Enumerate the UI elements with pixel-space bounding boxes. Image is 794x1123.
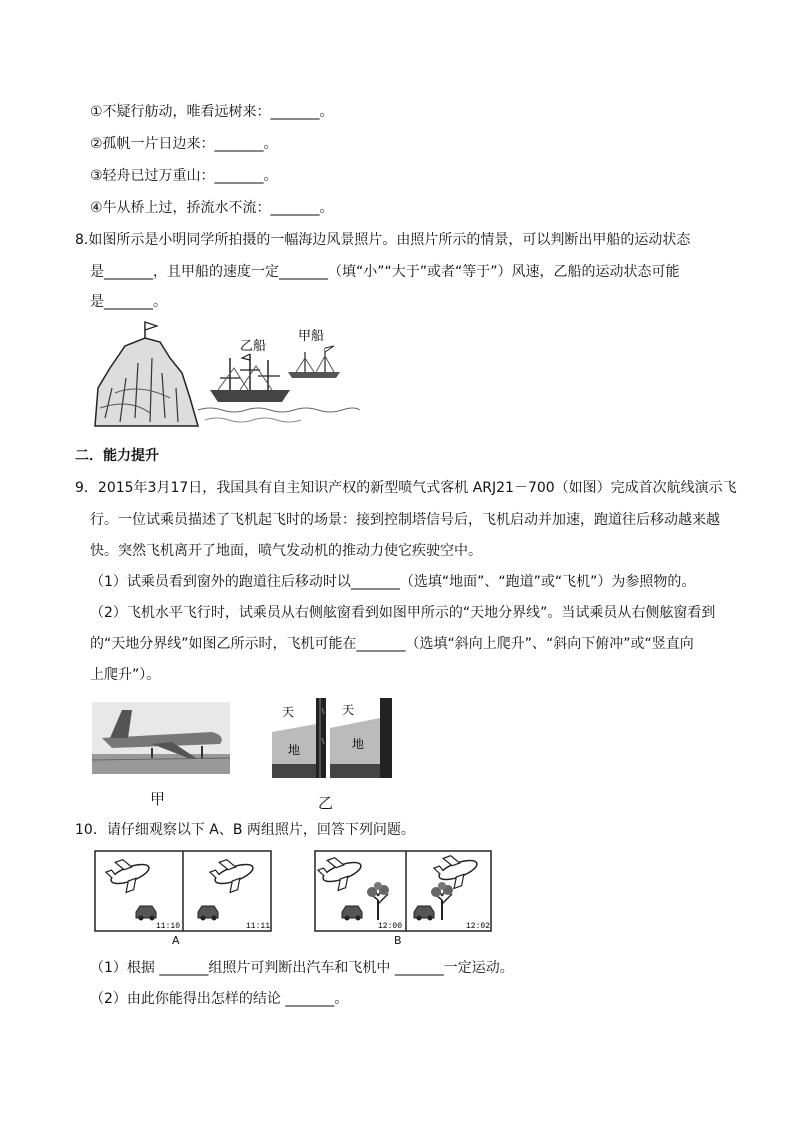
q9-line-4: （1）试乘员看到窗外的跑道往后移动时以_______（选填“地面”、“跑道”或“飞机”）为参照物的。 [90, 574, 696, 590]
q9-line-7: 上爬升”）。 [90, 667, 161, 683]
time-b1: 12:00 [378, 922, 403, 931]
q8-line-2: 是_______，且甲船的速度一定_______（填“小”“大于”或者“等于”）风速，乙船的运动状态可能 [90, 264, 680, 280]
q7-item-4: ④牛从桥上过，挢流水不流：_______。 [90, 200, 334, 216]
q9-line-2: 行。一位试乘员描述了飞机起飞时的场景：接到控制塔信号后，飞机启动并加速，跑道往后移动越来越 [90, 512, 720, 528]
ship-b-hull [210, 390, 290, 402]
window-left-sky: 天 [282, 705, 295, 719]
q7-item-3: ③轻舟已过万重山：_______。 [90, 168, 278, 184]
q9-line-6: 的“天地分界线”如图乙所示时，飞机可能在_______（选填“斜向上爬升”、“斜向下俯冲”或“竖直向 [90, 636, 694, 652]
photo-group-b [314, 850, 494, 932]
cliff [95, 338, 198, 426]
ship-a-hull [288, 372, 340, 378]
q7-item-1: ①不疑行舫动，唯看远树来：_______。 [90, 104, 334, 120]
q9-line-1: 9．2015年3月17日，我国具有自主知识产权的新型喷气式客机 ARJ21－700（如图）完成首次航线演示飞 [75, 480, 737, 496]
q10-line-1: 10．请仔细观察以下 A、B 两组照片，回答下列问题。 [75, 822, 415, 838]
section-heading: 二．能力提升 [75, 448, 159, 464]
q7-item-2: ②孤帆一片日边来：_______。 [90, 136, 278, 152]
time-a2: 11:11 [246, 922, 271, 931]
q10-line-2: （1）根据 _______组照片可判断出汽车和飞机中 _______一定运动。 [90, 960, 514, 976]
airplane-photo [92, 702, 230, 774]
caption-yi: 乙 [318, 794, 334, 812]
ship-b-flag [242, 354, 250, 360]
group-b-label: B [394, 934, 402, 947]
q9-line-5: （2）飞机水平飞行时，试乘员从右侧舷窗看到如图甲所示的“天地分界线”。当试乘员从右侧舷窗看到 [90, 605, 716, 621]
window-left-ground: 地 [288, 743, 301, 757]
time-a1: 11:10 [156, 922, 181, 931]
q10-line-3: （2）由此你能得出怎样的结论 _______。 [90, 991, 349, 1007]
time-b2: 12:02 [466, 922, 491, 931]
ship-b-label: 乙船 [240, 338, 267, 353]
caption-jia: 甲 [150, 790, 166, 808]
q8-line-3: 是_______。 [90, 294, 167, 310]
ship-a-label: 甲船 [298, 328, 325, 343]
q8-line-1: 8.如图所示是小明同学所拍摄的一幅海边风景照片。由照片所示的情景，可以判断出甲船的运动状态 [75, 232, 691, 248]
group-a-label: A [172, 934, 180, 947]
q9-line-3: 快。突然飞机离开了地面，喷气发动机的推动力使它疾驶空中。 [90, 543, 482, 559]
cliff-flag [145, 322, 157, 330]
window-right-sky: 天 [342, 703, 355, 717]
window-right-ground: 地 [352, 737, 365, 751]
window-view-figure [268, 698, 392, 778]
ship-a-flag [325, 346, 334, 352]
photo-group-a [94, 850, 272, 932]
seaside-figure [90, 318, 370, 430]
